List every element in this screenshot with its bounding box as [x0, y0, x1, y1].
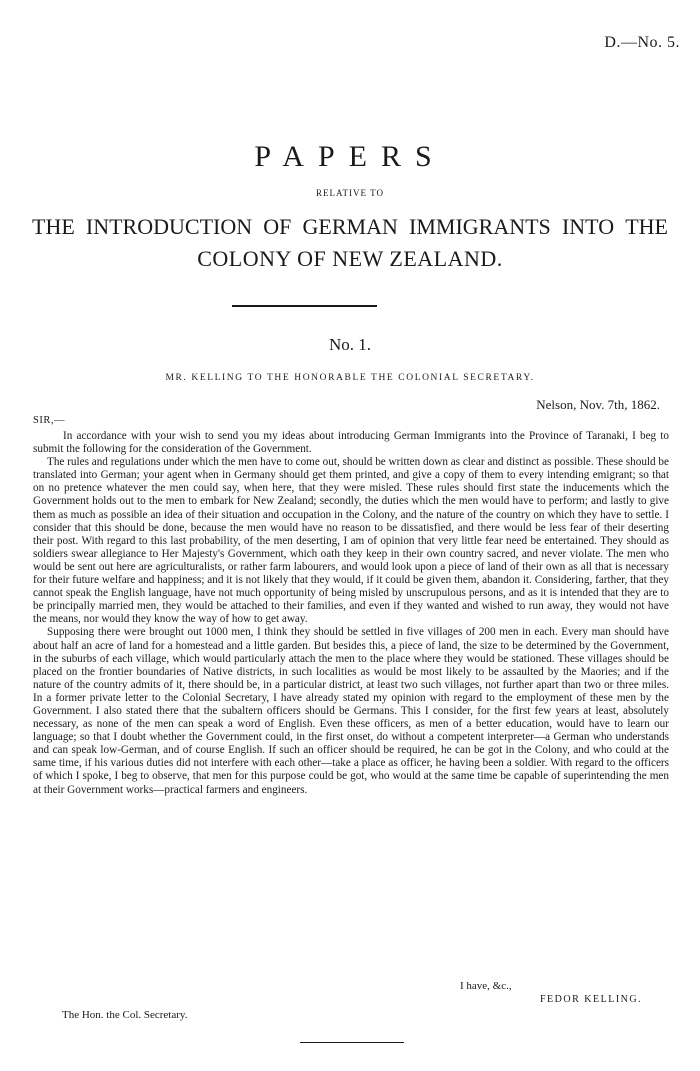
letter-addressee: The Hon. the Col. Secretary. — [62, 1009, 188, 1021]
relative-to-label: RELATIVE TO — [316, 188, 384, 198]
subject-word: INTO — [561, 214, 615, 239]
subject-word: OF — [263, 214, 292, 239]
letter-paragraph: Supposing there were brought out 1000 men, I think they should be settled in five villages of 200 men in each. Every man should have about half an acre of land for a homestead and a little garden. But besides this, a piece of land, the size to be determined by the Government, in the suburbs of each village, which would particularly attach the men to the place where they would be stationed. These villages should be placed on the frontier boundaries of Native districts, in such localities as would be most likely to be assaulted by the Maories; and if the nature of the country admits of it, there should be, in a particular district, at least two such villages, not further apart than two or three miles. In a former private letter to the Colonial Secretary, I have already stated my opinion with regard to the employment of these men by the Government. I also stated there that the subaltern officers should be Germans. This I consider, for the first few years at least, absolutely necessary, as none of the men can speak a word of English. Even these officers, as men of a better education, would have to learn our language; so that I doubt whether the Government could, in the first onset, do without a competent interpreter—a German who understands and can speak low-German, and of course English. If such an officer should be required, he can be got in the Colony, and who could at the same time, if his various duties did not interfere with each other—take a place as officer, he having been a soldier. With regard to the officers of which I spoke, I beg to observe, that men for this purpose could be got, who would at the same time be capable of superintending the men at their Government works—practical farmers and engineers. — [33, 626, 669, 796]
subject-word: GERMAN — [302, 214, 398, 239]
letter-paragraph: In accordance with your wish to send you my ideas about introducing German Immigrants into the Province of Taranaki, I beg to submit the following for the consideration of the Government. — [33, 430, 669, 456]
letter-body — [33, 430, 669, 797]
subject-word: IMMIGRANTS — [409, 214, 551, 239]
letter-paragraph: The rules and regulations under which the men have to come out, should be written down as clear and distinct as possible. These should be translated into German; your agent when in Germany should get them printed, and give a copy of them to every intending emigrant; so that on no pretence whatever the men could say, when here, that they were misled. These rules should first state the inducements which the Government holds out to the men to embark for New Zealand; secondly, the duties which the men would have to perform; and lastly to give them as much as possible an idea of their situation and occupation in the Colony, and the nature of the country on which they have to settle. I consider that this should be done, because the men would have no reason to be dissatisfied, and there would be less fear of their deserting their post. With regard to this last probability, of the men deserting, I am of opinion that very little fear need be entertained. They should as soldiers swear allegiance to Her Majesty's Government, which oath they keep in their own country sacred, and never violate. The men who would be sent out here are agriculturalists, or rather farm labourers, and would look upon a piece of land of their own as all that is necessary for their future welfare and happiness; and it is not likely that they would, if it could be given them, abandon it. Considering, farther, that they cannot speak the English language, have not much opportunity of being misled by unscrupulous persons, and as it is intended that they are to be principally married men, they would be attached to their families, and even if they wanted and wished to run away, they would not have the means, nor would they know the way of how to get away. — [33, 456, 669, 626]
subject-line-2: COLONY OF NEW ZEALAND. — [197, 246, 503, 271]
papers-title: PAPERS — [254, 140, 446, 173]
subject-word: THE — [32, 214, 75, 239]
letter-signature: FEDOR KELLING. — [540, 994, 643, 1005]
document-number: No. 1. — [328, 335, 372, 354]
document-reference: D.—No. 5. — [604, 34, 680, 51]
letter-heading: MR. KELLING TO THE HONORABLE THE COLONIAL SECRETARY. — [165, 373, 535, 383]
subject-line-1 — [32, 214, 668, 240]
subject-word: INTRODUCTION — [85, 214, 253, 239]
letter-salutation: SIR,— — [33, 415, 65, 426]
subject-word: THE — [625, 214, 668, 239]
end-divider — [300, 1042, 404, 1043]
title-divider — [232, 305, 377, 307]
letter-closing: I have, &c., — [460, 980, 512, 992]
letter-dateline: Nelson, Nov. 7th, 1862. — [536, 397, 660, 412]
